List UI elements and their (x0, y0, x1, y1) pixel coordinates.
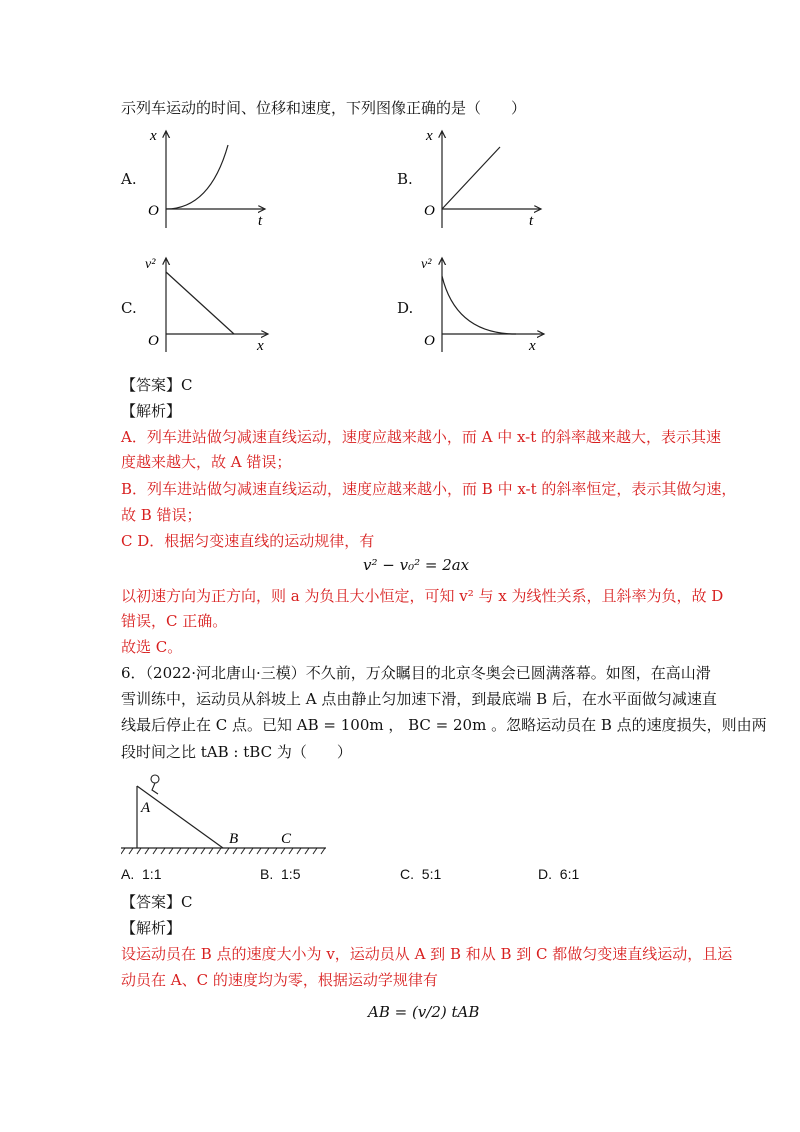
straight-line (442, 147, 500, 209)
choice-text: 1:1 (142, 866, 162, 882)
y-axis-label: x (426, 128, 433, 144)
q5-analysis-line: C D．根据匀变速直线的运动规律，有 (121, 532, 375, 550)
origin-label: O (148, 333, 159, 349)
choice-d (538, 866, 579, 882)
q6-analysis-line: 动员在 A、C 的速度均为零，根据运动学规律有 (121, 971, 438, 989)
y-axis-label: x (150, 128, 157, 144)
q5-answer: 【答案】C (121, 376, 193, 394)
q5-formula: v² − v₀² = 2ax (363, 556, 470, 574)
skier-body (152, 783, 158, 794)
q5-analysis-line: 故 B 错误； (121, 506, 202, 524)
origin-label: O (424, 333, 435, 349)
q6-formula: AB = (v/2) tAB (368, 1003, 480, 1021)
decay-curve (442, 276, 516, 334)
graph-a (140, 125, 290, 235)
q5-analysis-line: A．列车进站做匀减速直线运动，速度应越来越小，而 A 中 x-t 的斜率越来越大，表示其速 (121, 428, 722, 446)
choice-letter: D. (538, 866, 552, 882)
q6-stem-line: 雪训练中，运动员从斜坡上 A 点由静止匀加速下滑，到最底端 B 后，在水平面做匀减速直 (121, 690, 717, 708)
choice-text: 5:1 (421, 866, 442, 882)
option-b-label: B. (397, 170, 413, 188)
ski-slope-figure (121, 770, 331, 860)
origin-label: O (148, 203, 159, 219)
q5-after-line: 错误，C 正确。 (121, 612, 228, 630)
skier-head (151, 775, 159, 783)
q6-analysis-line: 设运动员在 B 点的速度大小为 v，运动员从 A 到 B 和从 B 到 C 都做匀变速直线运动，且运 (121, 945, 733, 963)
choice-text: 6:1 (559, 866, 580, 882)
choice-letter: C. (400, 866, 414, 882)
q5-analysis-line: 度越来越大，故 A 错误； (121, 453, 292, 471)
option-c-label: C. (121, 299, 137, 317)
y-axis-label: v² (421, 257, 432, 272)
graph-c (140, 252, 290, 357)
choice-text: 1:5 (281, 866, 301, 882)
q6-stem-line: 线最后停止在 C 点。已知 AB = 100m ， BC = 20m 。忽略运动员在 B 点的速度损失，则由两 (121, 716, 767, 734)
choice-letter: A. (121, 866, 135, 882)
q5-analysis-header: 【解析】 (121, 402, 182, 420)
x-axis-label: t (529, 213, 534, 229)
graph-d (416, 252, 566, 357)
x-axis-label: x (257, 338, 264, 354)
point-c-label: C (281, 831, 292, 847)
choice-a (121, 866, 161, 882)
q6-stem-line: 6．（2022·河北唐山·三模）不久前，万众瞩目的北京冬奥会已圆满落幕。如图，在高山滑 (121, 664, 711, 682)
curve-line (166, 145, 228, 209)
q6-stem-line: 段时间之比 tAB : tBC 为（ ） (121, 743, 352, 761)
x-axis-label: x (529, 338, 536, 354)
option-a-label: A. (121, 170, 137, 188)
question-intro: 示列车运动的时间、位移和速度，下列图像正确的是（ ） (121, 99, 527, 117)
y-axis-label: v² (145, 257, 156, 272)
point-b-label: B (229, 831, 239, 847)
ground-hatching (121, 848, 325, 854)
choice-c (400, 866, 441, 882)
choice-b (260, 866, 300, 882)
q5-analysis-line: B．列车进站做匀减速直线运动，速度应越来越小，而 B 中 x-t 的斜率恒定，表示其做匀速， (121, 480, 737, 498)
slope-incline (137, 786, 223, 848)
origin-label: O (424, 203, 435, 219)
q5-after-line: 以初速方向为正方向，则 a 为负且大小恒定，可知 v² 与 x 为线性关系，且斜率为负，故 D (121, 587, 724, 605)
decreasing-line (166, 272, 234, 334)
q6-analysis-header: 【解析】 (121, 919, 182, 937)
graph-b (416, 125, 566, 235)
option-d-label: D. (397, 299, 414, 317)
point-a-label: A (141, 800, 151, 816)
q5-after-line: 故选 C。 (121, 638, 183, 656)
x-axis-label: t (258, 213, 263, 229)
q6-answer: 【答案】C (121, 893, 193, 911)
choice-letter: B. (260, 866, 274, 882)
